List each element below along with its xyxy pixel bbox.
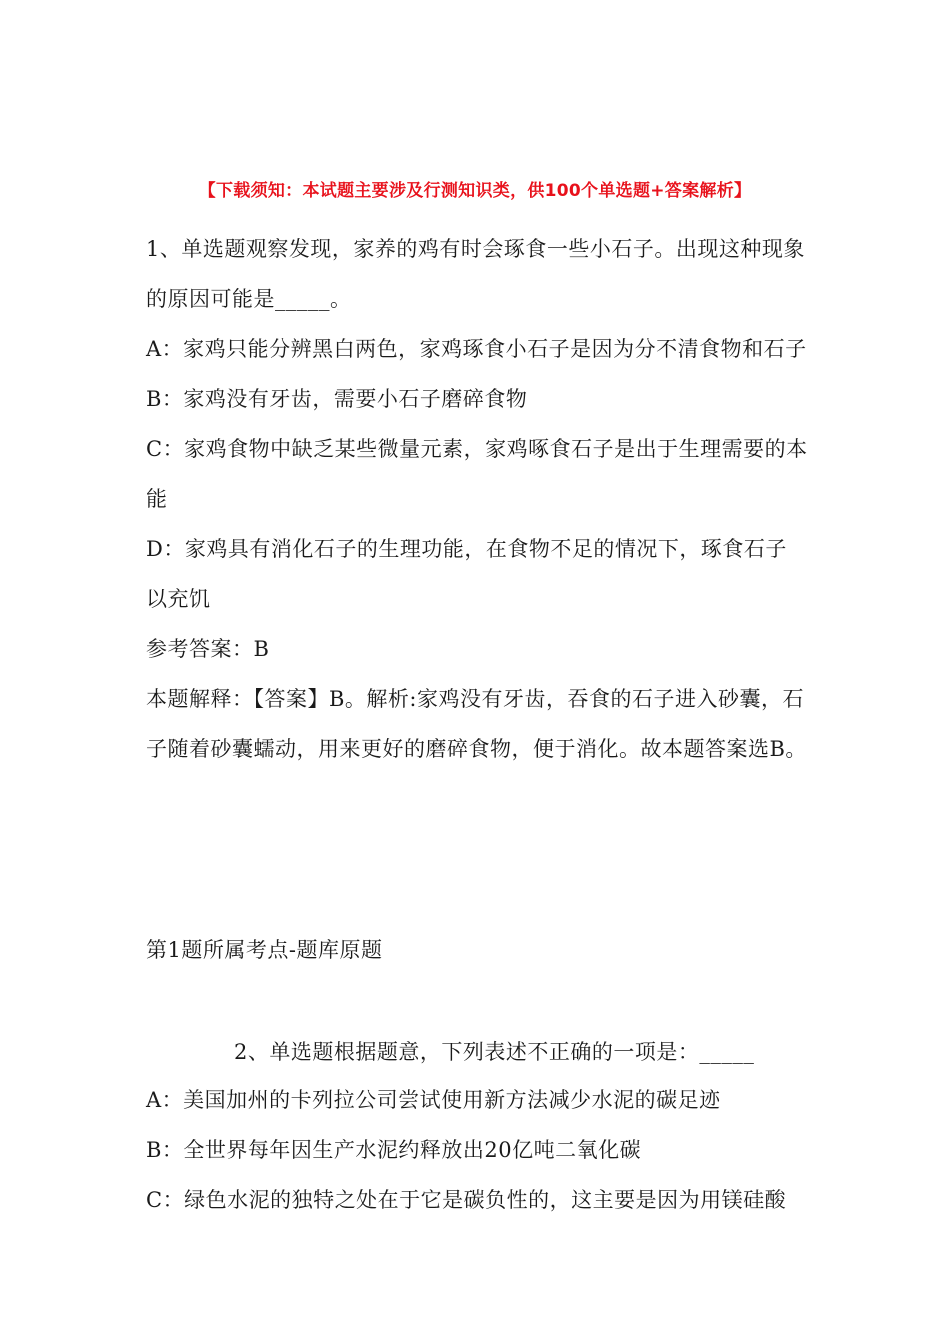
question-1-option-a: A：家鸡只能分辨黑白两色，家鸡琢食小石子是因为分不清食物和石子 [146,337,807,361]
question-2-option-a: A：美国加州的卡列拉公司尝试使用新方法减少水泥的碳足迹 [146,1088,721,1112]
question-1-explanation: 本题解释：【答案】B。解析:家鸡没有牙齿，吞食的石子进入砂囊，石子随着砂囊蠕动，用来更好的磨碎食物，便于消化。故本题答案选B。 [146,687,807,761]
question-1-option-b: B：家鸡没有牙齿，需要小石子磨碎食物 [146,387,528,411]
question-2-option-b: B：全世界每年因生产水泥约释放出20亿吨二氧化碳 [146,1138,642,1162]
question-1-answer: 参考答案：B [146,637,270,661]
question-1-option-c: C：家鸡食物中缺乏某些微量元素，家鸡啄食石子是出于生理需要的本能 [146,437,808,511]
question-1 [146,224,808,774]
question-1-stem: 1、单选题观察发现，家养的鸡有时会琢食一些小石子。出现这种现象的原因可能是_____。 [146,237,805,311]
download-notice: 【下载须知：本试题主要涉及行测知识类，供100个单选题+答案解析】 [198,181,752,201]
question-1-topic: 第1题所属考点-题库原题 [146,938,383,962]
question-1-option-d: D：家鸡具有消化石子的生理功能，在食物不足的情况下，琢食石子以充饥 [146,537,787,611]
question-2-option-c: C：绿色水泥的独特之处在于它是碳负性的，这主要是因为用镁硅酸 [146,1188,787,1212]
question-2-stem: 2、单选题根据题意，下列表述不正确的一项是：_____ [234,1040,755,1064]
